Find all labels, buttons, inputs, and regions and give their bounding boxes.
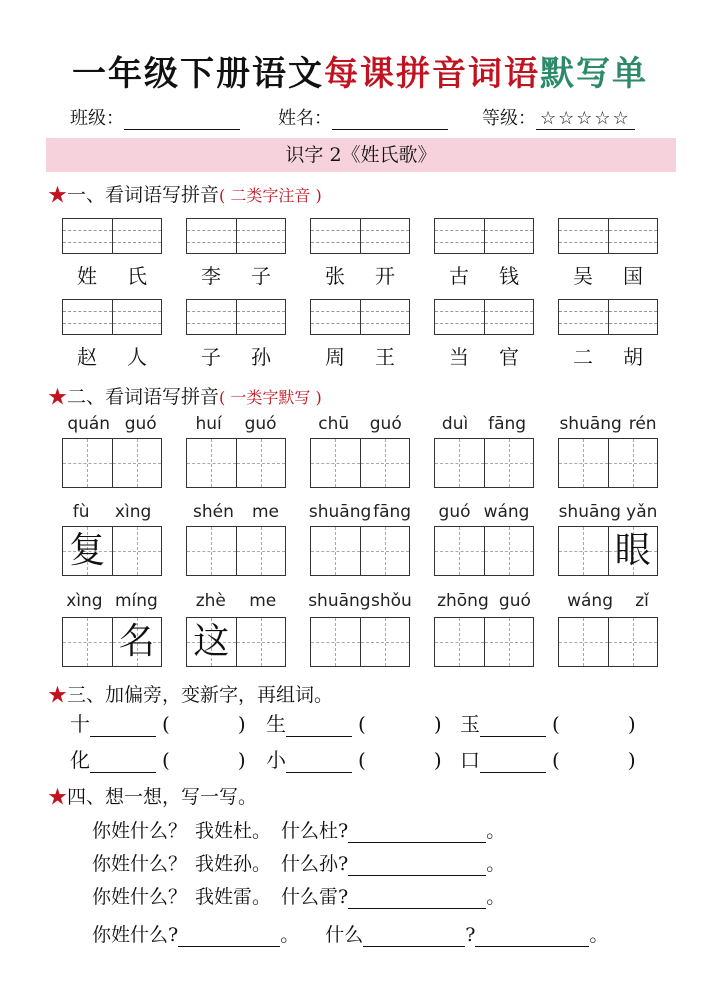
tianzige-cell[interactable] [187,439,237,487]
question-line-last [92,920,608,947]
answer-text: 我姓孙。 [195,853,272,875]
tianzige-cell[interactable] [311,527,361,575]
title-part-1: 一年级下册语文 [72,54,324,94]
hanzi: 周 [325,345,345,369]
tianzige-cell[interactable] [485,618,534,666]
tianzige-box[interactable] [62,438,162,488]
pinyin-syllable: zǐ [635,591,649,611]
tianzige-cell[interactable] [63,439,113,487]
pinyin-syllable: yǎn [626,502,658,522]
tianzige-cell[interactable] [113,618,162,666]
tianzige-box[interactable] [558,526,658,576]
pinyin-box[interactable] [62,218,162,254]
left-paren: ( [162,748,170,772]
pinyin-cell[interactable] [187,219,237,253]
tianzige-cell[interactable] [435,439,485,487]
tianzige-cell[interactable] [609,527,658,575]
name-field [278,104,448,130]
pinyin-syllable: fù [72,502,90,522]
section-3-heading [48,680,333,707]
star-icon: ★ [48,184,68,206]
prompt-text: 什么孙? [281,853,349,875]
pinyin-syllable: zhè [195,591,226,611]
tianzige-cell[interactable] [559,618,609,666]
section-1-title: 一、看词语写拼音 [67,184,220,206]
pinyin-cell[interactable] [63,300,113,334]
pinyin-cell[interactable] [435,219,485,253]
left-paren: ( [162,712,170,736]
filled-hanzi: 复 [69,530,106,571]
hanzi: 二 [573,345,593,369]
question-line [92,816,505,843]
word-pair [186,260,286,289]
pinyin-cell[interactable] [113,219,162,253]
pinyin-syllable: xìng [114,502,152,522]
tianzige-box[interactable] [62,617,162,667]
pinyin-cell[interactable] [237,219,286,253]
pinyin-syllable: xìng [66,591,103,611]
hanzi: 钱 [499,264,519,288]
tianzige-box[interactable] [434,617,534,667]
tianzige-cell[interactable] [63,618,113,666]
pinyin-syllable: guó [244,414,277,434]
right-paren: ) [237,748,246,772]
pinyin-box[interactable] [434,218,534,254]
tianzige-cell[interactable] [559,527,609,575]
star-icon: ★ [48,684,68,706]
tianzige-box[interactable] [434,438,534,488]
hanzi: 李 [201,264,221,288]
lesson-banner: 识字 2《姓氏歌》 [46,138,676,172]
tianzige-cell[interactable] [435,618,485,666]
pinyin-cell[interactable] [559,219,609,253]
tianzige-cell[interactable] [485,439,534,487]
question-mark: ? [465,924,476,946]
base-char: 口 [460,748,480,772]
hanzi: 氏 [127,264,147,288]
tianzige-cell[interactable] [361,439,410,487]
pinyin-syllable: quán [67,414,111,434]
period: 。 [486,886,506,908]
radical-item [266,708,442,737]
question-text: 你姓什么？ [92,820,188,842]
tianzige-box[interactable] [434,526,534,576]
pinyin-syllable: shǒu [370,591,412,611]
word-pair [310,260,410,289]
char-blank[interactable] [363,924,465,947]
pinyin-cell[interactable] [609,219,658,253]
period: 。 [486,820,506,842]
grade-stars: ☆☆☆☆☆ [536,108,635,130]
question-text: 你姓什么? [92,924,179,946]
section-1-heading [48,180,322,207]
filled-hanzi: 这 [193,621,230,662]
pinyin-cell[interactable] [435,300,485,334]
pinyin-cell[interactable] [559,300,609,334]
pinyin-syllable: shuāng [308,591,371,611]
grade-label: 等级： [482,108,536,129]
period: 。 [280,924,300,946]
tianzige-box[interactable] [186,617,286,667]
section-1-note: ( 二类字注音 ) [219,186,322,205]
pinyin-cell[interactable] [485,219,534,253]
new-char-blank[interactable] [90,750,156,773]
hanzi: 官 [499,345,519,369]
word-pair [434,260,534,289]
radical-item [70,708,246,737]
tianzige-box[interactable] [186,438,286,488]
pinyin-cell[interactable] [361,300,410,334]
pinyin-label [184,414,288,434]
section-4-heading [48,782,257,809]
base-char: 十 [70,712,90,736]
tianzige-cell[interactable] [237,527,286,575]
title-part-3: 默写单 [540,54,648,94]
pinyin-syllable: guó [124,414,157,434]
pinyin-cell[interactable] [311,300,361,334]
section-2-heading [48,382,322,409]
question-text: 你姓什么？ [92,886,188,908]
hanzi: 子 [251,264,271,288]
pinyin-label [308,591,412,611]
hanzi: 子 [201,345,221,369]
pinyin-syllable: chū [318,414,350,434]
hanzi: 张 [325,264,345,288]
pinyin-syllable: míng [114,591,158,611]
word-pair [558,260,658,289]
hanzi: 当 [449,345,469,369]
right-paren: ) [433,712,442,736]
right-paren: ) [433,748,442,772]
pinyin-syllable: huí [195,414,222,434]
name-blank[interactable] [332,107,448,130]
tianzige-box[interactable] [62,526,162,576]
tianzige-cell[interactable] [187,527,237,575]
tianzige-cell[interactable] [237,439,286,487]
pinyin-cell[interactable] [63,219,113,253]
pinyin-syllable: duì [441,414,469,434]
pinyin-cell[interactable] [113,300,162,334]
word-pair [434,341,534,370]
pinyin-box[interactable] [558,218,658,254]
new-char-blank[interactable] [286,714,352,737]
class-blank[interactable] [124,107,240,130]
left-paren: ( [358,748,366,772]
pinyin-cell[interactable] [187,300,237,334]
prompt-text: 什么雷? [281,886,349,908]
tianzige-cell[interactable] [311,618,361,666]
pinyin-box[interactable] [186,218,286,254]
tianzige-box[interactable] [310,438,410,488]
pinyin-label [556,591,660,611]
hanzi: 王 [375,345,395,369]
explain-blank[interactable] [475,924,589,947]
hanzi: 古 [449,264,469,288]
hanzi: 姓 [77,264,97,288]
pinyin-box[interactable] [310,218,410,254]
left-paren: ( [358,712,366,736]
tianzige-cell[interactable] [311,439,361,487]
pinyin-syllable: me [251,502,279,522]
pinyin-syllable: guó [498,591,531,611]
pinyin-cell[interactable] [361,219,410,253]
pinyin-syllable: wáng [483,502,530,522]
tianzige-cell[interactable] [361,618,410,666]
page-title [0,46,720,95]
pinyin-label [432,591,536,611]
word-pair [186,341,286,370]
word-pair [62,260,162,289]
hanzi: 人 [127,345,147,369]
tianzige-box[interactable] [186,526,286,576]
filled-hanzi: 眼 [614,530,651,571]
answer-blank[interactable] [348,820,486,843]
tianzige-cell[interactable] [485,527,534,575]
base-char: 玉 [460,712,480,736]
new-char-blank[interactable] [480,714,546,737]
pinyin-syllable: shuāng [308,502,372,522]
pinyin-label [432,502,536,522]
star-icon: ★ [48,786,68,808]
section-2-title: 二、看词语写拼音 [67,386,220,408]
word-pair [62,341,162,370]
hanzi: 国 [623,264,643,288]
pinyin-syllable: shén [193,502,234,522]
tianzige-cell[interactable] [435,527,485,575]
pinyin-label [60,591,164,611]
prompt-text: 什么 [325,924,364,946]
section-2-note: ( 一类字默写 ) [219,388,322,407]
pinyin-label [60,502,164,522]
base-char: 小 [266,748,286,772]
pinyin-syllable: wáng [567,591,613,611]
pinyin-syllable: me [249,591,277,611]
radical-item [70,744,246,773]
tianzige-box[interactable] [558,438,658,488]
new-char-blank[interactable] [286,750,352,773]
name-label: 姓名： [278,108,332,129]
tianzige-cell[interactable] [113,439,162,487]
pinyin-cell[interactable] [485,300,534,334]
right-paren: ) [627,712,636,736]
title-part-2: 每课拼音词语 [324,54,540,94]
left-paren: ( [552,748,560,772]
star-icon: ★ [48,386,68,408]
pinyin-syllable: rén [628,414,657,434]
tianzige-cell[interactable] [559,439,609,487]
grade-field [482,104,635,130]
right-paren: ) [627,748,636,772]
new-char-blank[interactable] [90,714,156,737]
pinyin-syllable: guó [438,502,471,522]
tianzige-cell[interactable] [187,618,237,666]
tianzige-cell[interactable] [609,618,658,666]
pinyin-syllable: fāng [373,502,412,522]
pinyin-cell[interactable] [237,300,286,334]
radical-item [266,744,442,773]
pinyin-box[interactable] [62,299,162,335]
answer-blank[interactable] [348,853,486,876]
class-label: 班级： [70,108,124,129]
pinyin-label [184,502,288,522]
pinyin-box[interactable] [310,299,410,335]
pinyin-label [184,591,288,611]
pinyin-label [556,502,660,522]
section-3-title: 三、加偏旁，变新字，再组词。 [67,684,334,706]
pinyin-box[interactable] [434,299,534,335]
hanzi: 孙 [251,345,271,369]
question-line [92,849,505,876]
word-pair [558,341,658,370]
hanzi: 赵 [77,345,97,369]
base-char: 生 [266,712,286,736]
class-field [70,104,240,130]
hanzi: 开 [375,264,395,288]
hanzi: 胡 [623,345,643,369]
answer-text: 我姓杜。 [195,820,272,842]
pinyin-label [308,414,412,434]
pinyin-label [432,414,536,434]
filled-hanzi: 名 [118,621,155,662]
period: 。 [486,853,506,875]
answer-blank[interactable] [348,886,486,909]
tianzige-cell[interactable] [237,618,286,666]
pinyin-box[interactable] [558,299,658,335]
question-line [92,882,505,909]
tianzige-cell[interactable] [113,527,162,575]
tianzige-box[interactable] [310,617,410,667]
pinyin-cell[interactable] [609,300,658,334]
answer-text: 我姓雷。 [195,886,272,908]
left-paren: ( [552,712,560,736]
pinyin-syllable: fāng [488,414,527,434]
pinyin-box[interactable] [186,299,286,335]
hanzi: 吴 [573,264,593,288]
tianzige-cell[interactable] [609,439,658,487]
radical-item [460,708,636,737]
base-char: 化 [70,748,90,772]
tianzige-box[interactable] [310,526,410,576]
pinyin-cell[interactable] [311,219,361,253]
tianzige-cell[interactable] [361,527,410,575]
pinyin-label [556,414,660,434]
period: 。 [589,924,609,946]
surname-blank[interactable] [178,924,280,947]
tianzige-cell[interactable] [63,527,113,575]
pinyin-label [308,502,412,522]
radical-item [460,744,636,773]
question-text: 你姓什么？ [92,853,188,875]
pinyin-syllable: zhōng [437,591,489,611]
pinyin-syllable: shuāng [558,502,621,522]
prompt-text: 什么杜? [281,820,349,842]
right-paren: ) [237,712,246,736]
new-char-blank[interactable] [480,750,546,773]
section-4-title: 四、想一想，写一写。 [67,786,258,808]
word-pair [310,341,410,370]
pinyin-syllable: guó [369,414,402,434]
pinyin-label [60,414,164,434]
tianzige-box[interactable] [558,617,658,667]
pinyin-syllable: shuāng [559,414,622,434]
